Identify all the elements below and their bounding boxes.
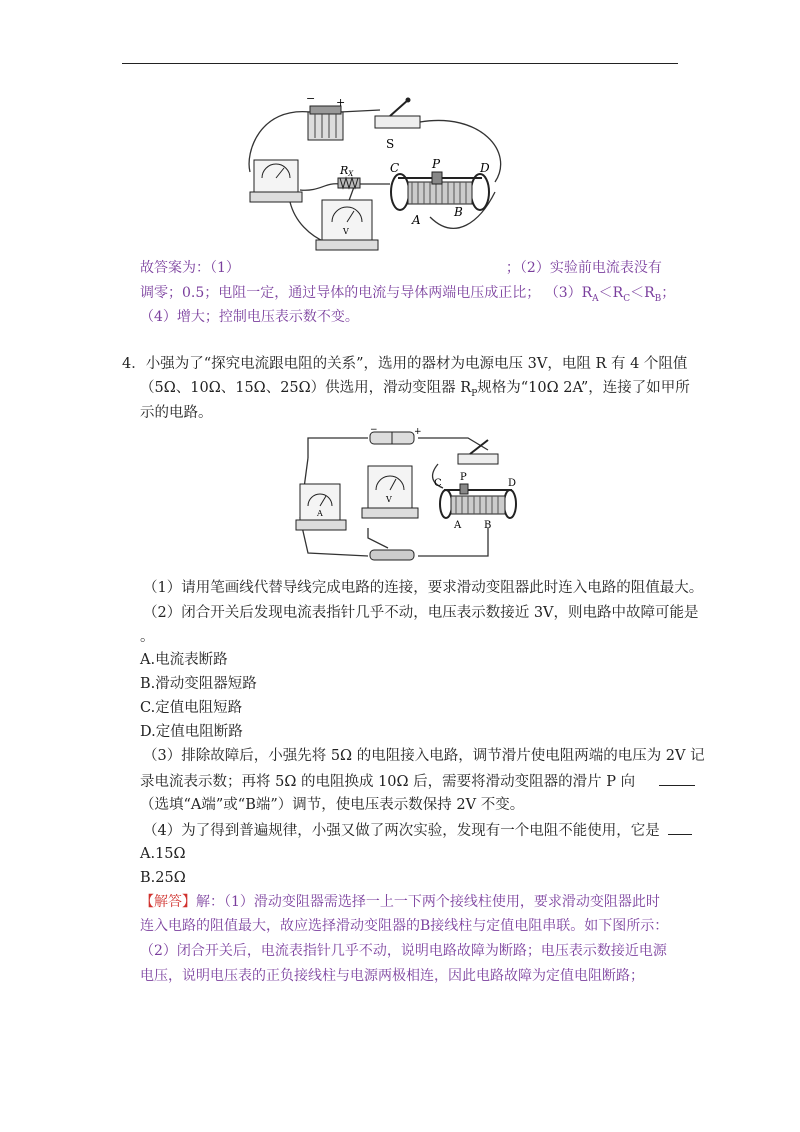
answer3-line2: 调零；0.5；电阻一定，通过导体的电流与导体两端电压成正比； $(3)R_A<R_C<R_B$； <box>140 285 676 304</box>
q4-option4-a: A.15Ω <box>140 846 186 862</box>
resistor-icon <box>370 550 414 560</box>
q4-option-b: B.滑动变阻器短路 <box>140 676 257 692</box>
q4-sub3-line3: （选填“A端”或“B端”）调节，使电压表示数保持 2V 不变。 <box>140 797 525 813</box>
voltmeter-icon <box>362 466 418 518</box>
battery-minus-label: − <box>370 428 378 435</box>
q4-option-a: A.电流表断路 <box>140 652 228 668</box>
answer3-line3: （4）增大；控制电压表示数不变。 <box>140 309 359 325</box>
rheostat-c-label: C <box>434 478 442 489</box>
answer-blank[interactable] <box>659 771 695 786</box>
q4-option-c: C.定值电阻短路 <box>140 700 243 716</box>
battery-minus-label: − <box>306 92 316 105</box>
q4-sub2-cont: 。 <box>140 629 155 645</box>
answer3-line1-start: 故答案为：（1） <box>140 260 240 276</box>
solution-tag: 【解答】 <box>140 894 196 910</box>
rheostat-p-label: P <box>460 472 467 483</box>
q4-option-d: D.定值电阻断路 <box>140 724 243 740</box>
rheostat-b-label: B <box>484 520 492 531</box>
ammeter-icon <box>296 484 346 530</box>
voltmeter-v-label: V <box>386 495 392 504</box>
circuit-figure-2 <box>288 428 528 568</box>
answer3-line1-end: ；（2）实验前电流表没有 <box>505 260 662 276</box>
rheostat-p-label: P <box>432 157 441 171</box>
q4-sub2: （2）闭合开关后发现电流表指针几乎不动，电压表示数接近 3V，则电路中故障可能是 <box>143 605 699 621</box>
q4-sub3-line1: （3）排除故障后，小强先将 5Ω 的电阻接入电路，调节滑片使电阻两端的电压为 2V 记 <box>143 748 705 764</box>
rx-label: RX <box>340 164 354 178</box>
solution4-line3: （2）闭合开关后，电流表指针几乎不动，说明电路故障为断路；电压表示数接近电源 <box>140 943 667 959</box>
rheostat-a-label: A <box>454 520 462 531</box>
battery-icon <box>308 106 343 140</box>
q4-sub4: （4）为了得到普遍规律，小强又做了两次实验，发现有一个电阻不能使用，它是 <box>143 820 692 841</box>
answer3-line1 <box>140 258 662 278</box>
q4-line2: （5Ω、10Ω、15Ω、25Ω）供选用，滑动变阻器 $R_P$规格为“10Ω 2A”，连接了如甲所 <box>140 380 690 399</box>
switch-label: S <box>386 137 395 151</box>
battery-plus-label: + <box>336 96 346 109</box>
switch-icon <box>375 98 420 129</box>
solution4-line2: 连入电路的阻值最大，故应选择滑动变阻器的B接线柱与定值电阻串联。如下图所示： <box>140 918 669 934</box>
q4-sub1: （1）请用笔画线代替导线完成电路的连接，要求滑动变阻器此时连入电路的阻值最大。 <box>143 580 704 596</box>
ammeter-a-label: A <box>317 509 323 518</box>
circuit-figure-1 <box>240 92 510 262</box>
q4-sub3-line2: 录电流表示数；再将 5Ω 的电阻换成 10Ω 后，需要将滑动变阻器的滑片 P 向 <box>140 771 695 792</box>
resistor-icon <box>338 178 360 188</box>
q4-option4-b: B.25Ω <box>140 870 186 886</box>
answer-blank[interactable] <box>668 820 692 835</box>
battery-plus-label: + <box>414 428 422 437</box>
ammeter-icon <box>250 160 302 202</box>
voltmeter-icon <box>316 200 378 250</box>
rheostat-b-label: B <box>454 205 463 219</box>
rheostat-d-label: D <box>508 478 517 489</box>
voltmeter-v-label: V <box>343 227 349 236</box>
rheostat-d-label: D <box>480 161 490 175</box>
solution4-line1: 【解答】解：（1）滑动变阻器需选择一上一下两个接线柱使用，要求滑动变阻器此时 <box>140 894 660 910</box>
header-rule <box>122 63 678 64</box>
q4-line3: 示的电路。 <box>140 405 213 421</box>
rheostat-a-label: A <box>412 213 421 227</box>
rheostat-icon <box>391 172 489 210</box>
q4-line1: 4．小强为了“探究电流跟电阻的关系”，选用的器材为电源电压 3V，电阻 R 有 4 个阻值 <box>122 356 688 372</box>
rheostat-c-label: C <box>390 161 400 175</box>
solution4-line4: 电压，说明电压表的正负接线柱与电源两极相连，因此电路故障为定值电阻断路； <box>140 968 644 984</box>
rheostat-icon <box>440 484 516 518</box>
